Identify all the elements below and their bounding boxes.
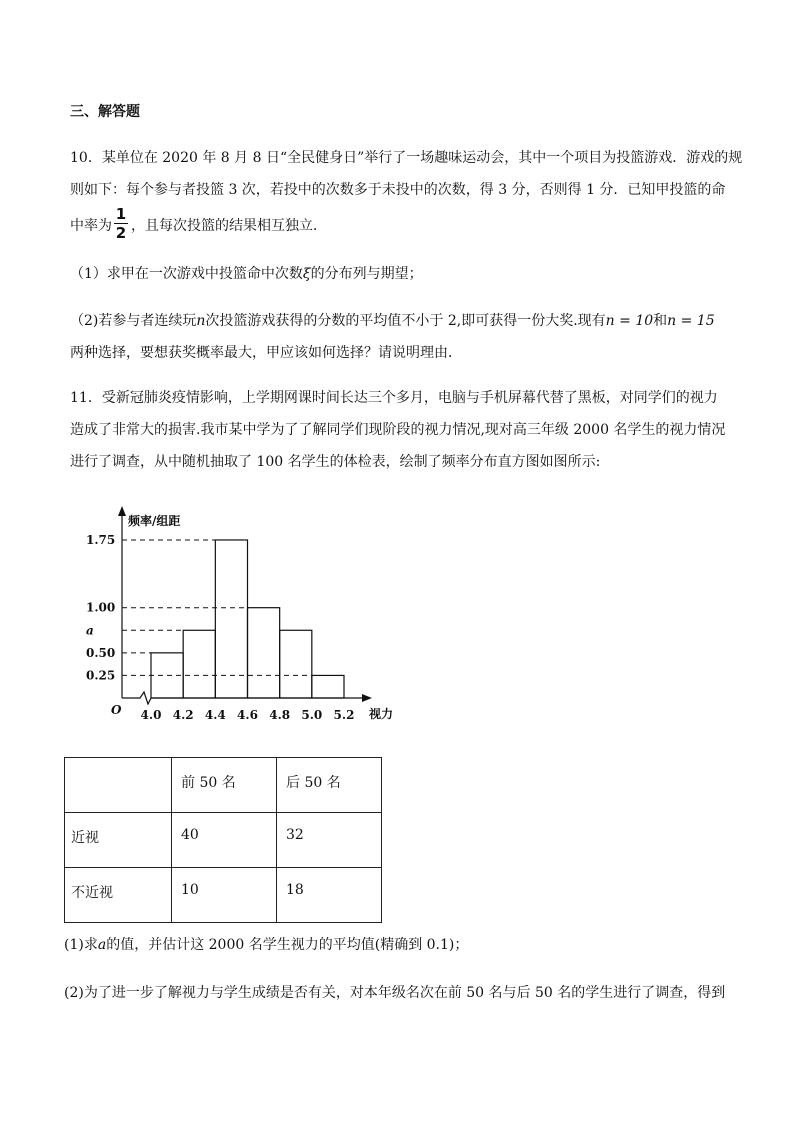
x-tick-label: 4.4 bbox=[204, 708, 226, 722]
fraction-numerator: 1 bbox=[115, 205, 127, 223]
fraction-one-half bbox=[114, 205, 128, 242]
q10-part2-pre: （2)若参与者连续玩 bbox=[70, 313, 197, 329]
var-xi: ξ bbox=[302, 266, 311, 282]
q10-part2 bbox=[70, 312, 715, 330]
table-cell: 近视 bbox=[65, 813, 172, 868]
fraction-denominator: 2 bbox=[115, 224, 127, 242]
q10-line2: 则如下：每个参与者投篮 3 次，若投中的次数多于未投中的次数，得 3 分，否则得 1 分．已知甲投篮的命 bbox=[70, 182, 726, 198]
q11-part1 bbox=[64, 936, 468, 954]
frequency-histogram bbox=[80, 500, 420, 730]
table-cell: 18 bbox=[277, 868, 382, 923]
y-axis-arrow bbox=[118, 506, 126, 516]
q11-line2: 造成了非常大的损害.我市某中学为了了解同学们现阶段的视力情况,现对高三年级 2000 名学生的视力情况 bbox=[70, 422, 726, 438]
table-header-row bbox=[65, 758, 382, 813]
myopia-table bbox=[64, 757, 382, 923]
y-axis-label: 频率/组距 bbox=[128, 514, 181, 528]
y-tick-label: 0.50 bbox=[86, 645, 116, 660]
table-cell: 不近视 bbox=[65, 868, 172, 923]
table-row bbox=[65, 813, 382, 868]
q11-part2: (2)为了进一步了解视力与学生成绩是否有关，对本年级名次在前 50 名与后 50 名的学生进行了调查，得到 bbox=[64, 985, 726, 1001]
q11-part1-post: 的值，并估计这 2000 名学生视力的平均值(精确到 0.1)； bbox=[106, 937, 469, 953]
q10-part2-mid: 次投篮游戏获得的分数的平均值不小于 2,即可获得一份大奖.现有 bbox=[205, 313, 606, 329]
q11-part1-pre: (1)求 bbox=[64, 937, 98, 953]
var-n: n bbox=[196, 313, 206, 329]
q10-line1: 10．某单位在 2020 年 8 月 8 日“全民健身日”举行了一场趣味运动会，其中一个项目为投篮游戏．游戏的规 bbox=[70, 150, 743, 166]
q10-part2-and: 和 bbox=[653, 313, 668, 329]
x-tick-label: 4.8 bbox=[269, 708, 291, 722]
x-tick-label: 4.2 bbox=[172, 708, 194, 722]
table-header-cell bbox=[65, 758, 172, 813]
cond-n15: n = 15 bbox=[667, 313, 715, 329]
x-axis bbox=[122, 692, 364, 704]
x-axis-arrow bbox=[362, 694, 372, 702]
table-cell: 10 bbox=[172, 868, 277, 923]
x-tick-label: 4.0 bbox=[140, 708, 162, 722]
y-tick-label: 1.75 bbox=[86, 532, 116, 547]
histogram-bar bbox=[248, 608, 280, 698]
origin-label: O bbox=[111, 703, 122, 717]
table-header-cell: 前 50 名 bbox=[172, 758, 277, 813]
q10-part1-post: 的分布列与期望； bbox=[310, 266, 423, 282]
q11-line1: 11．受新冠肺炎疫情影响，上学期网课时间长达三个多月，电脑与手机屏幕代替了黑板，对同学们的视力 bbox=[70, 390, 718, 406]
q10-line3-post: ，且每次投篮的结果相互独立． bbox=[131, 218, 327, 234]
y-tick-label: a bbox=[86, 623, 94, 638]
x-tick-label: 4.6 bbox=[237, 708, 258, 722]
table-cell: 32 bbox=[277, 813, 382, 868]
q10-part1 bbox=[70, 265, 423, 283]
table-row bbox=[65, 868, 382, 923]
histogram-bar bbox=[312, 675, 344, 698]
x-axis-label: 视力 bbox=[369, 707, 394, 721]
q10-part1-pre: （1）求甲在一次游戏中投篮命中次数 bbox=[70, 266, 303, 282]
section-title: 三、解答题 bbox=[70, 104, 140, 120]
q10-part2-line2: 两种选择，要想获奖概率最大，甲应该如何选择？请说明理由． bbox=[70, 345, 462, 361]
x-tick-label: 5.2 bbox=[333, 708, 355, 722]
y-tick-label: 0.25 bbox=[86, 668, 116, 683]
histogram-bar bbox=[280, 630, 312, 698]
table-cell: 40 bbox=[172, 813, 277, 868]
y-tick-label: 1.00 bbox=[86, 600, 116, 615]
histogram-bar bbox=[215, 540, 247, 698]
x-tick-label: 5.0 bbox=[301, 708, 323, 722]
q11-line3: 进行了调查，从中随机抽取了 100 名学生的体检表，绘制了频率分布直方图如图所示: bbox=[70, 454, 601, 470]
var-a: a bbox=[97, 937, 107, 953]
q10-line3-pre: 中率为 bbox=[70, 218, 112, 234]
table-header-cell: 后 50 名 bbox=[277, 758, 382, 813]
histogram-bar bbox=[183, 630, 215, 698]
cond-n10: n = 10 bbox=[605, 313, 654, 329]
